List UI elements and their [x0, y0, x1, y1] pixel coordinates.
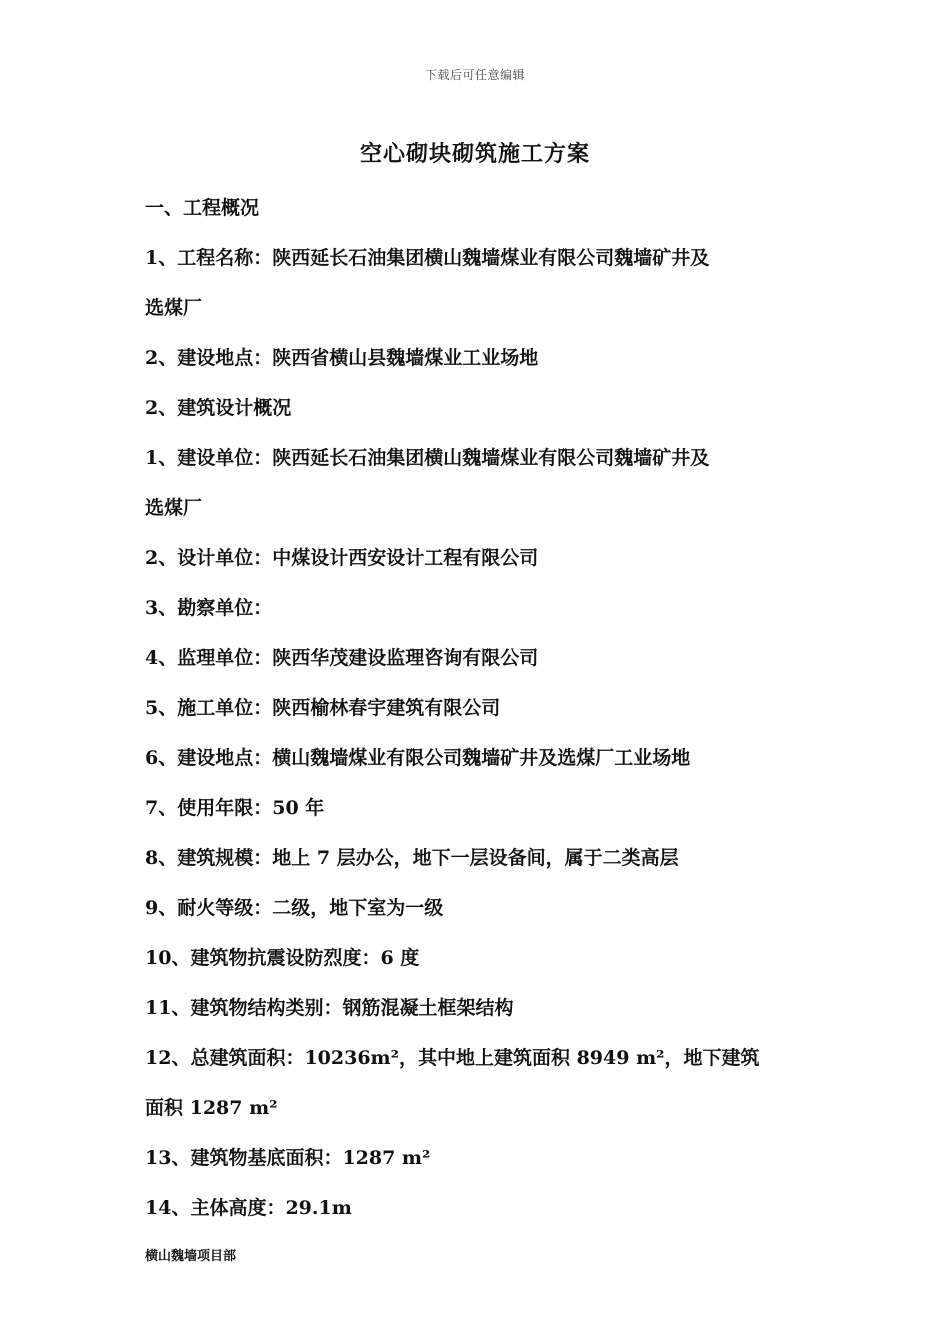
body-line: 2、设计单位：中煤设计西安设计工程有限公司	[145, 547, 539, 569]
body-line: 12、总建筑面积：10236m²，其中地上建筑面积 8949 m²，地下建筑	[145, 1047, 760, 1069]
body-line: 选煤厂	[145, 297, 203, 319]
body-line: 11、建筑物结构类别：钢筋混凝土框架结构	[145, 997, 514, 1019]
body-line: 选煤厂	[145, 497, 203, 519]
document-title: 空心砌块砌筑施工方案	[359, 141, 590, 167]
body-line: 14、主体高度：29.1m	[145, 1197, 352, 1219]
body-line: 4、监理单位：陕西华茂建设监理咨询有限公司	[145, 647, 539, 669]
body-line: 9、耐火等级：二级，地下室为一级	[145, 897, 444, 919]
body-line: 1、工程名称：陕西延长石油集团横山魏墙煤业有限公司魏墙矿井及	[145, 247, 710, 269]
body-line: 5、施工单位：陕西榆林春宇建筑有限公司	[145, 697, 501, 719]
document-body	[145, 183, 815, 1233]
body-line: 2、建设地点：陕西省横山县魏墙煤业工业场地	[145, 347, 539, 369]
body-line: 10、建筑物抗震设防烈度：6 度	[145, 947, 420, 969]
section-heading-design: 2、建筑设计概况	[145, 397, 292, 419]
body-line: 7、使用年限：50 年	[145, 797, 325, 819]
body-line: 6、建设地点：横山魏墙煤业有限公司魏墙矿井及选煤厂工业场地	[145, 747, 691, 769]
page-header-note: 下载后可任意编辑	[424, 68, 525, 82]
section-heading-overview: 一、工程概况	[145, 197, 260, 219]
body-line: 1、建设单位：陕西延长石油集团横山魏墙煤业有限公司魏墙矿井及	[145, 447, 710, 469]
body-line: 3、勘察单位：	[145, 597, 273, 619]
body-line: 面积 1287 m²	[145, 1097, 278, 1119]
body-line: 13、建筑物基底面积：1287 m²	[145, 1147, 431, 1169]
body-line: 8、建筑规模：地上 7 层办公，地下一层设备间，属于二类高层	[145, 847, 679, 869]
page-footer: 横山魏墙项目部	[145, 1249, 237, 1264]
